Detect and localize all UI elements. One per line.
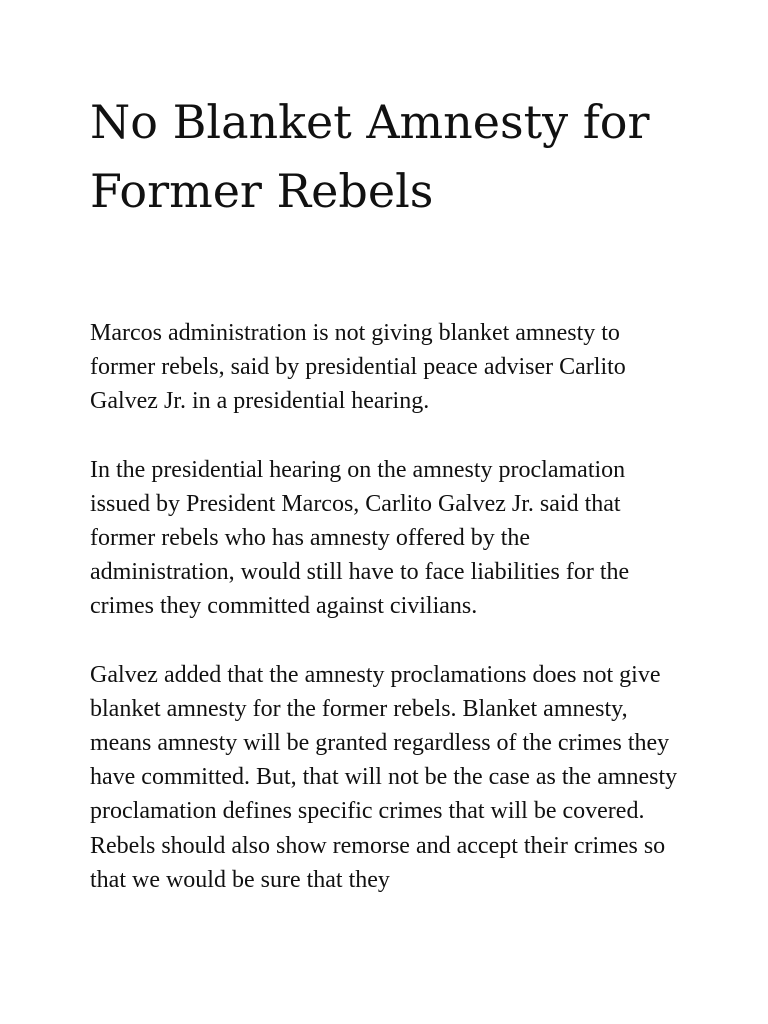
article-body bbox=[90, 316, 680, 931]
article-paragraph: In the presidential hearing on the amnesty proclamation issued by President Marcos, Carlito Galvez Jr. said that former rebels who has amnesty offered by the administration, would still have to face liabilities for the crimes they committed against civilians. bbox=[90, 456, 630, 620]
article-paragraph: Marcos administration is not giving blanket amnesty to former rebels, said by presidential peace adviser Carlito Galvez Jr. in a presidential hearing. bbox=[90, 320, 626, 415]
article-paragraph: Galvez added that the amnesty proclamations does not give blanket amnesty for the former rebels. Blanket amnesty, means amnesty will be granted regardless of the crimes they have committed. But, that will not be the case as the amnesty proclamation defines specific crimes that will be covered. Rebels should also show remorse and accept their crimes so that we would be sure that they bbox=[90, 661, 678, 893]
article-title: No Blanket Amnesty for Former Rebels bbox=[90, 95, 650, 218]
